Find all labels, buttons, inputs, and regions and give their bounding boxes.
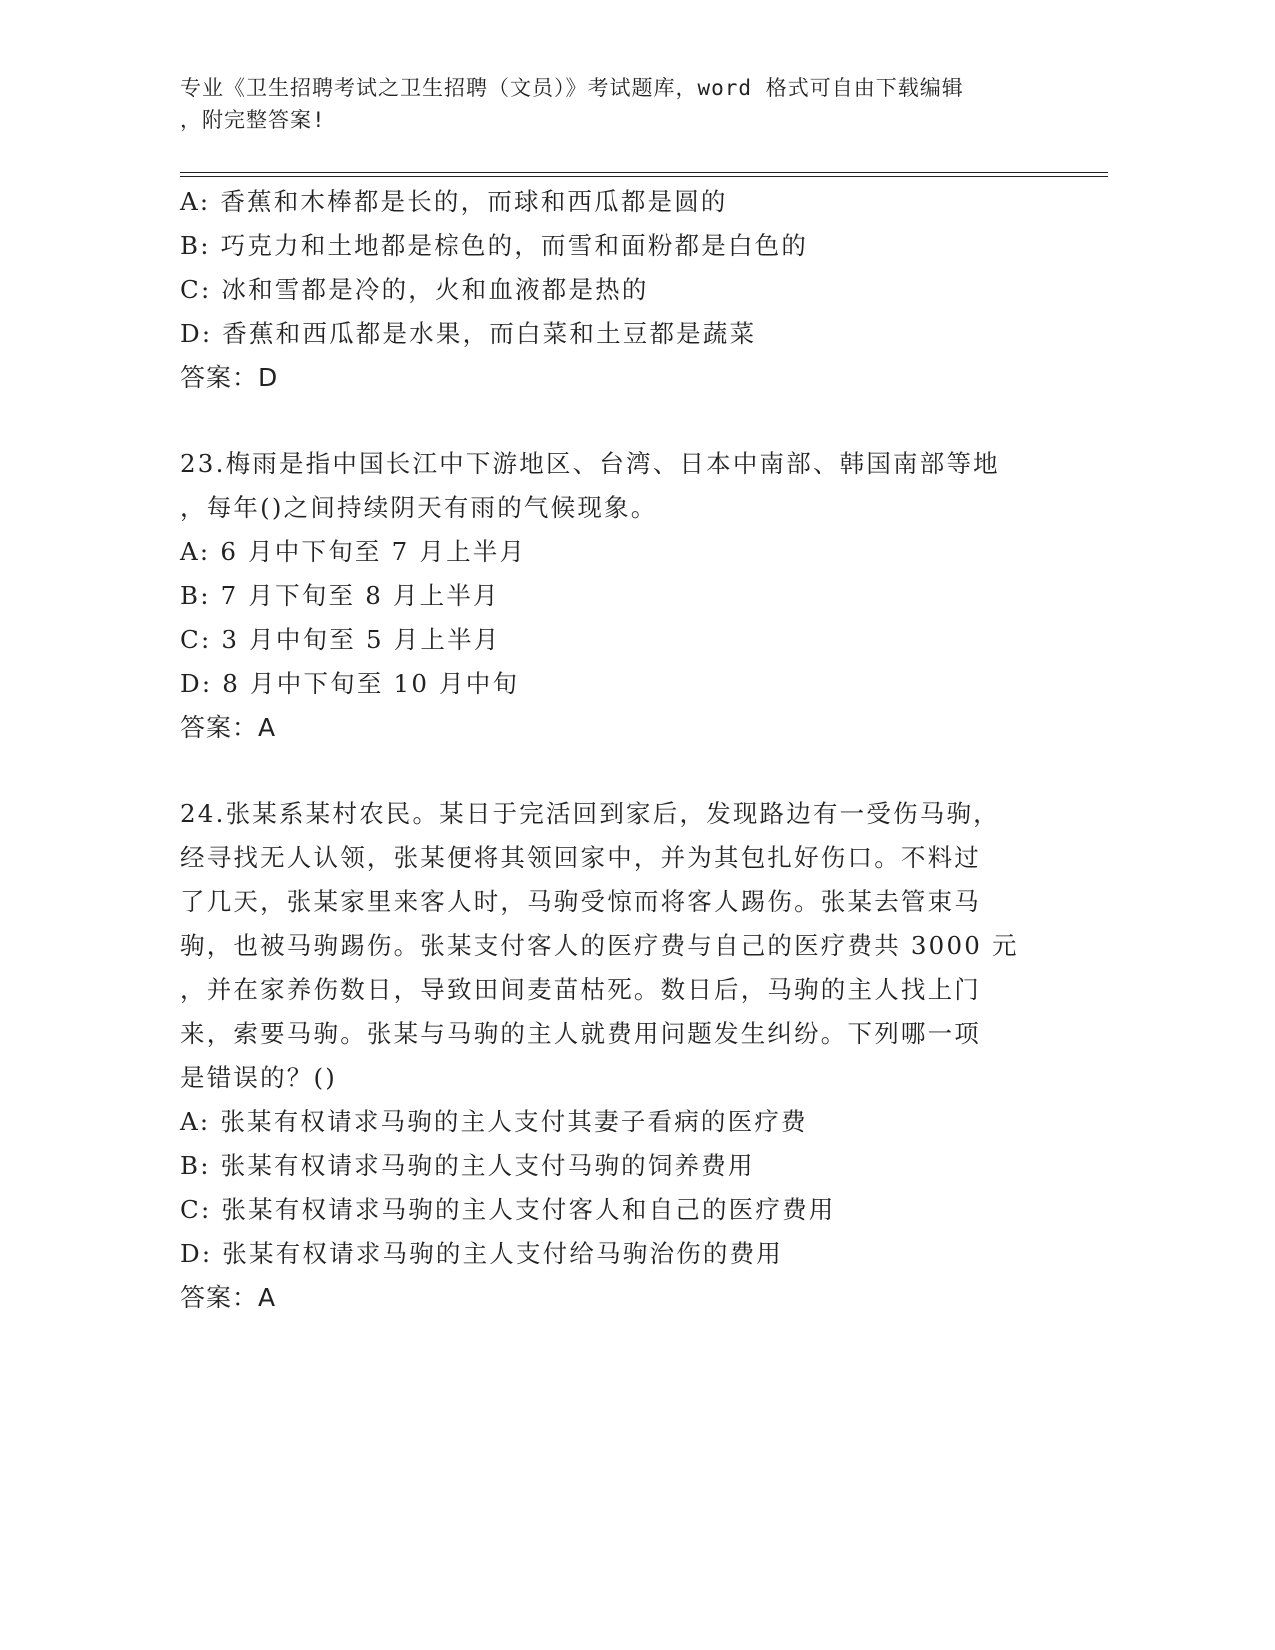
question-24 (180, 792, 1080, 1320)
option-b: B: 巧克力和土地都是棕色的，而雪和面粉都是白色的 (180, 231, 809, 260)
question-stem: 了几天，张某家里来客人时，马驹受惊而将客人踢伤。张某去管束马 (180, 887, 981, 916)
option-d: D: 香蕉和西瓜都是水果，而白菜和土豆都是蔬菜 (180, 319, 757, 348)
option-a: A: 6 月中下旬至 7 月上半月 (180, 537, 527, 566)
spacer (180, 750, 1080, 792)
question-stem: 24.张某系某村农民。某日于完活回到家后，发现路边有一受伤马驹， (180, 799, 1000, 828)
answer-label: 答案：D (180, 363, 279, 392)
header-line: ，附完整答案! (180, 108, 326, 132)
option-c: C: 3 月中旬至 5 月上半月 (180, 625, 501, 654)
question-stem: 23.梅雨是指中国长江中下游地区、台湾、日本中南部、韩国南部等地 (180, 449, 1000, 478)
header-divider (180, 176, 1108, 177)
question-23 (180, 442, 1080, 750)
option-b: B: 张某有权请求马驹的主人支付马驹的饲养费用 (180, 1151, 755, 1180)
page-header (180, 72, 1060, 136)
previous-question (180, 180, 1080, 400)
option-d: D: 8 月中下旬至 10 月中旬 (180, 669, 520, 698)
spacer (180, 400, 1080, 442)
document-body (180, 180, 1080, 1320)
option-a: A: 张某有权请求马驹的主人支付其妻子看病的医疗费 (180, 1107, 808, 1136)
answer-label: 答案：A (180, 1283, 277, 1312)
answer-label: 答案：A (180, 713, 277, 742)
option-d: D: 张某有权请求马驹的主人支付给马驹治伤的费用 (180, 1239, 783, 1268)
question-stem: 来，索要马驹。张某与马驹的主人就费用问题发生纠纷。下列哪一项 (180, 1019, 981, 1048)
question-stem: 是错误的？() (180, 1063, 338, 1092)
question-stem: 经寻找无人认领，张某便将其领回家中，并为其包扎好伤口。不料过 (180, 843, 981, 872)
option-a: A: 香蕉和木棒都是长的，而球和西瓜都是圆的 (180, 187, 728, 216)
option-b: B: 7 月下旬至 8 月上半月 (180, 581, 500, 610)
question-stem: ，并在家养伤数日，导致田间麦苗枯死。数日后，马驹的主人找上门 (180, 975, 981, 1004)
header-line: 专业《卫生招聘考试之卫生招聘（文员）》考试题库，word 格式可自由下载编辑 (180, 76, 964, 100)
option-c: C: 张某有权请求马驹的主人支付客人和自己的医疗费用 (180, 1195, 836, 1224)
header-divider (180, 172, 1108, 173)
question-stem: 驹，也被马驹踢伤。张某支付客人的医疗费与自己的医疗费共 3000 元 (180, 931, 1019, 960)
question-stem: ，每年()之间持续阴天有雨的气候现象。 (180, 493, 658, 522)
option-c: C: 冰和雪都是冷的，火和血液都是热的 (180, 275, 649, 304)
